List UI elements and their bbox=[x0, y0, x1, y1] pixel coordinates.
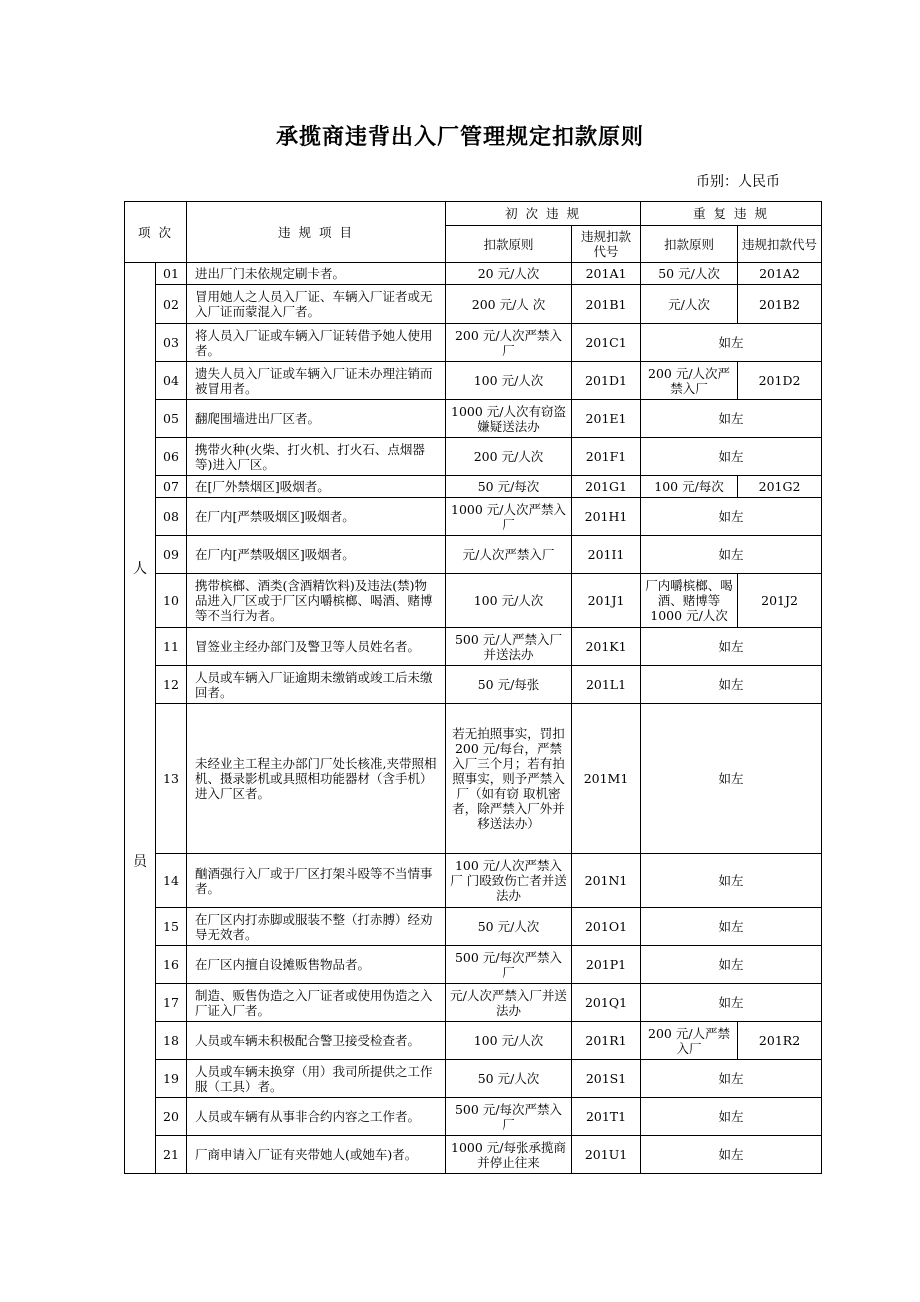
repeat-rule: 如左 bbox=[641, 946, 822, 984]
table-row bbox=[125, 362, 822, 400]
first-code: 201S1 bbox=[572, 1060, 641, 1098]
first-rule: 200 元/人次严禁入厂 bbox=[446, 324, 572, 362]
repeat-rule: 元/人次 bbox=[641, 285, 738, 324]
row-item: 在厂区内擅自设摊贩售物品者。 bbox=[187, 946, 446, 984]
repeat-rule: 如左 bbox=[641, 1136, 822, 1174]
table-row bbox=[125, 498, 822, 536]
repeat-rule: 如左 bbox=[641, 908, 822, 946]
row-item: 在厂区内打赤脚或服装不整（打赤膊）经劝导无效者。 bbox=[187, 908, 446, 946]
row-item: 遗失人员入厂证或车辆入厂证未办理注销而被冒用者。 bbox=[187, 362, 446, 400]
table-row bbox=[125, 263, 822, 285]
table-row bbox=[125, 536, 822, 574]
repeat-rule: 如左 bbox=[641, 400, 822, 438]
first-code: 201A1 bbox=[572, 263, 641, 285]
first-code: 201L1 bbox=[572, 666, 641, 704]
row-number: 09 bbox=[156, 536, 187, 574]
first-rule: 50 元/人次 bbox=[446, 1060, 572, 1098]
repeat-rule: 如左 bbox=[641, 498, 822, 536]
first-code: 201E1 bbox=[572, 400, 641, 438]
header-first-code: 违规扣款代号 bbox=[572, 226, 641, 263]
table-row bbox=[125, 946, 822, 984]
row-item: 人员或车辆入厂证逾期未缴销或竣工后未缴回者。 bbox=[187, 666, 446, 704]
first-rule: 500 元/人严禁入厂并送法办 bbox=[446, 628, 572, 666]
row-number: 04 bbox=[156, 362, 187, 400]
currency-label: 币别：人民币 bbox=[696, 174, 780, 190]
repeat-code: 201D2 bbox=[738, 362, 822, 400]
row-number: 15 bbox=[156, 908, 187, 946]
repeat-rule: 如左 bbox=[641, 1098, 822, 1136]
category-label-2: 员 bbox=[133, 854, 147, 870]
row-item: 厂商申请入厂证有夹带她人(或她车)者。 bbox=[187, 1136, 446, 1174]
row-item: 携带火种(火柴、打火机、打火石、点烟器等)进入厂区。 bbox=[187, 438, 446, 476]
repeat-code: 201J2 bbox=[738, 574, 822, 628]
first-rule: 500 元/每次严禁入厂 bbox=[446, 946, 572, 984]
first-rule: 100 元/人次 bbox=[446, 574, 572, 628]
table-row bbox=[125, 324, 822, 362]
table-row bbox=[125, 854, 822, 908]
repeat-code: 201B2 bbox=[738, 285, 822, 324]
row-item: 制造、贩售伪造之入厂证者或使用伪造之入厂证入厂者。 bbox=[187, 984, 446, 1022]
first-rule: 50 元/人次 bbox=[446, 908, 572, 946]
header-first-violation: 初 次 违 规 bbox=[446, 202, 641, 226]
row-item: 进出厂门未依规定刷卡者。 bbox=[187, 263, 446, 285]
table-row bbox=[125, 1136, 822, 1174]
row-item: 酗酒强行入厂或于厂区打架斗殴等不当情事者。 bbox=[187, 854, 446, 908]
first-rule: 100 元/人次 bbox=[446, 362, 572, 400]
first-code: 201F1 bbox=[572, 438, 641, 476]
first-code: 201T1 bbox=[572, 1098, 641, 1136]
first-code: 201B1 bbox=[572, 285, 641, 324]
table-row bbox=[125, 1022, 822, 1060]
header-repeat-rule: 扣款原则 bbox=[641, 226, 738, 263]
row-item: 在厂内[严禁吸烟区]吸烟者。 bbox=[187, 498, 446, 536]
first-rule: 200 元/人 次 bbox=[446, 285, 572, 324]
first-code: 201O1 bbox=[572, 908, 641, 946]
row-number: 21 bbox=[156, 1136, 187, 1174]
first-rule: 1000 元/人次有窃盗嫌疑送法办 bbox=[446, 400, 572, 438]
repeat-rule: 如左 bbox=[641, 324, 822, 362]
first-rule: 元/人次严禁入厂并送法办 bbox=[446, 984, 572, 1022]
table-row bbox=[125, 984, 822, 1022]
first-rule: 元/人次严禁入厂 bbox=[446, 536, 572, 574]
row-number: 08 bbox=[156, 498, 187, 536]
row-item: 未经业主工程主办部门厂处长核准,夹带照相机、摄录影机或具照相功能器材（含手机）进入厂区者。 bbox=[187, 704, 446, 854]
header-item: 违 规 项 目 bbox=[187, 202, 446, 263]
row-item: 人员或车辆未换穿（用）我司所提供之工作服（工具）者。 bbox=[187, 1060, 446, 1098]
repeat-code: 201R2 bbox=[738, 1022, 822, 1060]
row-item: 携带槟榔、酒类(含酒精饮料)及违法(禁)物品进入厂区或于厂区内嚼槟榔、喝酒、赌博等不当行为者。 bbox=[187, 574, 446, 628]
table-row bbox=[125, 574, 822, 628]
page-title: 承揽商违背出入厂管理规定扣款原则 bbox=[275, 125, 644, 150]
first-code: 201C1 bbox=[572, 324, 641, 362]
category-cell bbox=[125, 263, 156, 1174]
row-number: 18 bbox=[156, 1022, 187, 1060]
table-row bbox=[125, 666, 822, 704]
row-number: 05 bbox=[156, 400, 187, 438]
repeat-rule: 如左 bbox=[641, 536, 822, 574]
header-no: 项 次 bbox=[125, 202, 187, 263]
repeat-rule: 如左 bbox=[641, 1060, 822, 1098]
first-code: 201P1 bbox=[572, 946, 641, 984]
row-number: 14 bbox=[156, 854, 187, 908]
repeat-rule: 如左 bbox=[641, 854, 822, 908]
first-rule: 若无拍照事实，罚扣 200 元/每台，严禁入厂三个月；若有拍照事实，则予严禁入厂（如有窃 取机密者，除严禁入厂外并移送法办） bbox=[446, 704, 572, 854]
row-item: 将人员入厂证或车辆入厂证转借予她人使用者。 bbox=[187, 324, 446, 362]
repeat-rule: 如左 bbox=[641, 666, 822, 704]
table-row bbox=[125, 704, 822, 854]
header-first-rule: 扣款原则 bbox=[446, 226, 572, 263]
repeat-rule: 100 元/每次 bbox=[641, 476, 738, 498]
first-rule: 200 元/人次 bbox=[446, 438, 572, 476]
table-row bbox=[125, 438, 822, 476]
row-item: 在[厂外禁烟区]吸烟者。 bbox=[187, 476, 446, 498]
first-rule: 100 元/人次严禁入厂 门殴致伤亡者并送法办 bbox=[446, 854, 572, 908]
repeat-code: 201G2 bbox=[738, 476, 822, 498]
row-item: 人员或车辆有从事非合约内容之工作者。 bbox=[187, 1098, 446, 1136]
table-row bbox=[125, 400, 822, 438]
row-number: 13 bbox=[156, 704, 187, 854]
row-item: 在厂内[严禁吸烟区]吸烟者。 bbox=[187, 536, 446, 574]
row-number: 20 bbox=[156, 1098, 187, 1136]
first-code: 201J1 bbox=[572, 574, 641, 628]
first-rule: 500 元/每次严禁入厂 bbox=[446, 1098, 572, 1136]
header-repeat-code: 违规扣款代号 bbox=[738, 226, 822, 263]
row-number: 10 bbox=[156, 574, 187, 628]
first-code: 201I1 bbox=[572, 536, 641, 574]
row-item: 冒用她人之人员入厂证、车辆入厂证者或无入厂证而蒙混入厂者。 bbox=[187, 285, 446, 324]
first-rule: 1000 元/每张承揽商并停止往来 bbox=[446, 1136, 572, 1174]
row-number: 16 bbox=[156, 946, 187, 984]
table-row bbox=[125, 628, 822, 666]
table-row bbox=[125, 1098, 822, 1136]
header-repeat-violation: 重 复 违 规 bbox=[641, 202, 822, 226]
repeat-rule: 厂内嚼槟榔、喝酒、赌博等1000 元/人次 bbox=[641, 574, 738, 628]
table-row bbox=[125, 476, 822, 498]
row-item: 人员或车辆未积极配合警卫接受检查者。 bbox=[187, 1022, 446, 1060]
repeat-rule: 如左 bbox=[641, 984, 822, 1022]
row-number: 03 bbox=[156, 324, 187, 362]
first-rule: 1000 元/人次严禁入厂 bbox=[446, 498, 572, 536]
first-rule: 50 元/每张 bbox=[446, 666, 572, 704]
row-item: 翻爬围墙进出厂区者。 bbox=[187, 400, 446, 438]
first-code: 201M1 bbox=[572, 704, 641, 854]
row-number: 02 bbox=[156, 285, 187, 324]
row-number: 17 bbox=[156, 984, 187, 1022]
repeat-rule: 如左 bbox=[641, 704, 822, 854]
repeat-code: 201A2 bbox=[738, 263, 822, 285]
penalty-table bbox=[124, 201, 822, 1174]
row-number: 06 bbox=[156, 438, 187, 476]
repeat-rule: 200 元/人次严禁入厂 bbox=[641, 362, 738, 400]
first-code: 201K1 bbox=[572, 628, 641, 666]
repeat-rule: 200 元/人严禁入厂 bbox=[641, 1022, 738, 1060]
row-item: 冒签业主经办部门及警卫等人员姓名者。 bbox=[187, 628, 446, 666]
category-label-1: 人 bbox=[133, 561, 147, 577]
table-row bbox=[125, 1060, 822, 1098]
first-code: 201H1 bbox=[572, 498, 641, 536]
repeat-rule: 如左 bbox=[641, 628, 822, 666]
table-row bbox=[125, 285, 822, 324]
first-code: 201U1 bbox=[572, 1136, 641, 1174]
row-number: 07 bbox=[156, 476, 187, 498]
row-number: 11 bbox=[156, 628, 187, 666]
row-number: 01 bbox=[156, 263, 187, 285]
row-number: 19 bbox=[156, 1060, 187, 1098]
first-code: 201Q1 bbox=[572, 984, 641, 1022]
first-code: 201G1 bbox=[572, 476, 641, 498]
first-rule: 50 元/每次 bbox=[446, 476, 572, 498]
repeat-rule: 50 元/人次 bbox=[641, 263, 738, 285]
first-rule: 20 元/人次 bbox=[446, 263, 572, 285]
row-number: 12 bbox=[156, 666, 187, 704]
table-row bbox=[125, 908, 822, 946]
first-code: 201R1 bbox=[572, 1022, 641, 1060]
first-rule: 100 元/人次 bbox=[446, 1022, 572, 1060]
repeat-rule: 如左 bbox=[641, 438, 822, 476]
first-code: 201N1 bbox=[572, 854, 641, 908]
first-code: 201D1 bbox=[572, 362, 641, 400]
